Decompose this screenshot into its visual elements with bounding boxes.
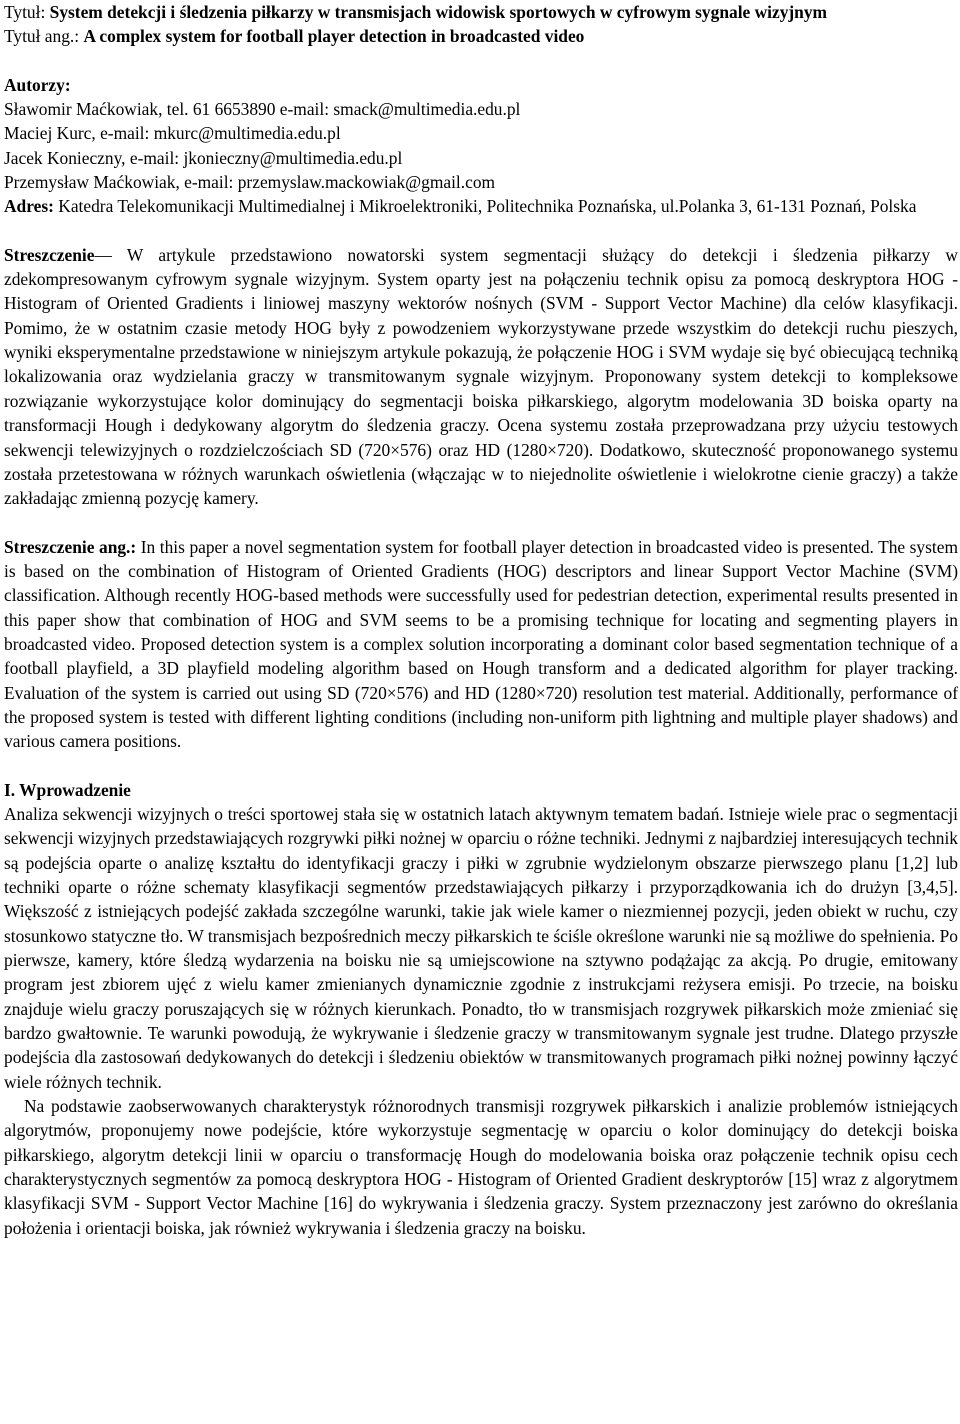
title-polish-label: Tytuł: [4, 2, 46, 22]
author-line: Jacek Konieczny, e-mail: jkonieczny@multimedia.edu.pl [4, 147, 403, 168]
introduction-paragraph: Analiza sekwencji wizyjnych o treści sportowej stała się w ostatnich latach aktywnym tematem badań. Istnieje wiele prac o segmentacji sekwencji wizyjnych przedstawiających rozgrywki piłki nożnej w oparciu o różne techniki. Jednymi z najbardziej interesujących technik są podejścia oparte o analizę kształtu do identyfikacji graczy i piłki w zgrubnie wydzielonym obszarze pierwszego planu [1,2] lub techniki oparte o różne schematy klasyfikacji segmentów przedstawiających piłkarzy i przyporządkowania ich do drużyn [3,4,5]. Większość z istniejących podejść zakłada szczególne warunki, takie jak wiele kamer o niezmiennej pozycji, jeden obiekt w ruchu, czy stosunkowo statyczne tło. W transmisjach bezpośrednich meczy piłkarskich te ściśle określone warunki nie są możliwe do spełnienia. Po pierwsze, kamery, które śledzą wydarzenia na boisku nie są umiejscowione na sztywno podążając za akcją. Po drugie, emitowany program jest zbiorem ujęć z wielu kamer zmienianych dynamicznie zgodnie z instrukcjami reżysera emisji. Po trzecie, na boisku znajduje wielu graczy poruszających się w różnych kierunkach. Ponadto, tło w transmisjach rozgrywek piłkarskich może zmieniać się bardzo gwałtownie. Te warunki powodują, że wykrywanie i śledzenie graczy w transmitowanym sygnale jest trudne. Dlatego przyszłe podejścia dla zastosowań dedykowanych do detekcji i śledzeniu obiektów w transmitowanych programach piłki nożnej powinny łączyć wiele różnych technik. [4, 803, 958, 1092]
abstract-english [4, 535, 958, 754]
address-label: Adres: [4, 196, 54, 217]
author-line: Maciej Kurc, e-mail: mkurc@multimedia.edu.pl [4, 123, 341, 144]
abstract-polish-text: — W artykule przedstawiono nowatorski system segmentacji służący do detekcji i śledzenia piłkarzy w zdekompresowanym cyfrowym sygnale wizyjnym. System oparty jest na połączeniu technik opisu za pomocą deskryptora HOG - Histogram of Oriented Gradients i liniowej maszyny wektorów nośnych (SVM - Support Vector Machine) dla celów klasyfikacji. Pomimo, że w ostatnim czasie metody HOG były z powodzeniem wykorzystywane przede wszystkim do detekcji ruchu pieszych, wyniki eksperymentalne przedstawione w niniejszym artykule pokazują, że połączenie HOG i SVM wydaje się być obiecującą techniką lokalizowania oraz wydzielania graczy w transmitowanym sygnale wizyjnym. Proponowany system detekcji to kompleksowe rozwiązanie wykorzystujące kolor dominujący do segmentacji boiska piłkarskiego, algorytm modelowania 3D boiska oparty na transformacji Hough i dedykowany algorytm do śledzenia graczy. Ocena systemu została przeprowadzana przy użyciu testowych sekwencji telewizyjnych o rozdzielczościach SD (720×576) oraz HD (1280×720). Dodatkowo, skuteczność proponowanego systemu została przetestowana w różnych warunkach oświetlenia (włączając w to niejednolite oświetlenie i wielokrotne cienie graczy) a także zakładając zmienną pozycję kamery. [4, 244, 958, 509]
abstract-polish [4, 243, 958, 511]
spacer [4, 511, 958, 535]
author-line: Przemysław Maćkowiak, e-mail: przemyslaw.mackowiak@gmail.com [4, 172, 496, 193]
title-english-text: A complex system for football player detection in broadcasted video [83, 26, 585, 47]
title-polish [4, 0, 958, 24]
author-line: Sławomir Maćkowiak, tel. 61 6653890 e-mail: smack@multimedia.edu.pl [4, 99, 521, 120]
abstract-polish-label: Streszczenie [4, 244, 95, 265]
title-polish-text: System detekcji i śledzenia piłkarzy w transmisjach widowisk sportowych w cyfrowym sygnale wizyjnym [49, 2, 828, 22]
abstract-english-text: In this paper a novel segmentation system for football player detection in broadcasted video is presented. The system is based on the combination of Histogram of Oriented Gradients (HOG) descriptors and linear Support Vector Machine (SVM) classification. Although recently HOG-based methods were successfully used for pedestrian detection, experimental results presented in this paper show that combination of HOG and SVM seems to be a promising technique for locating and segmenting players in broadcasted video. Proposed detection system is a complex solution incorporating a dominant color based segmentation technique of a football playfield, a 3D playfield modeling algorithm based on Hough transform and a dedicated algorithm for player tracking. Evaluation of the system is carried out using SD (720×576) and HD (1280×720) resolution test material. Additionally, performance of the proposed system is tested with different lighting conditions (including non-uniform pith lightning and multiple player shadows) and various camera positions. [4, 536, 958, 752]
section-heading-introduction: I. Wprowadzenie [4, 779, 131, 800]
spacer [4, 754, 958, 778]
title-english-label: Tytuł ang.: [4, 26, 80, 47]
authors-heading: Autorzy: [4, 74, 71, 95]
title-english [4, 24, 958, 48]
spacer [4, 219, 958, 243]
abstract-english-label: Streszczenie ang.: [4, 536, 137, 557]
introduction-paragraph: Na podstawie zaobserwowanych charakterystyk różnorodnych transmisji rozgrywek piłkarskich i analizie problemów istniejących algorytmów, proponujemy nowe podejście, które wykorzystuje segmentację w oparciu o kolor dominujący do detekcji boiska piłkarskiego, algorytm detekcji linii w oparciu o transformację Hough do modelowania boiska oraz połączenie technik opisu cech charakterystycznych segmentów za pomocą deskryptora HOG - Histogram of Oriented Gradient deskryptorów [15] wraz z algorytmem klasyfikacji SVM - Support Vector Machine [16] do wykrywania i śledzenia graczy. System przeznaczony jest zarówno do określania położenia i orientacji boiska, jak również wykrywania i śledzenia graczy na boisku. [4, 1096, 958, 1238]
address-text: Katedra Telekomunikacji Multimedialnej i Mikroelektroniki, Politechnika Poznańska, ul.Polanka 3, 61-131 Poznań, Polska [58, 196, 917, 217]
spacer [4, 49, 958, 73]
address [4, 194, 958, 218]
